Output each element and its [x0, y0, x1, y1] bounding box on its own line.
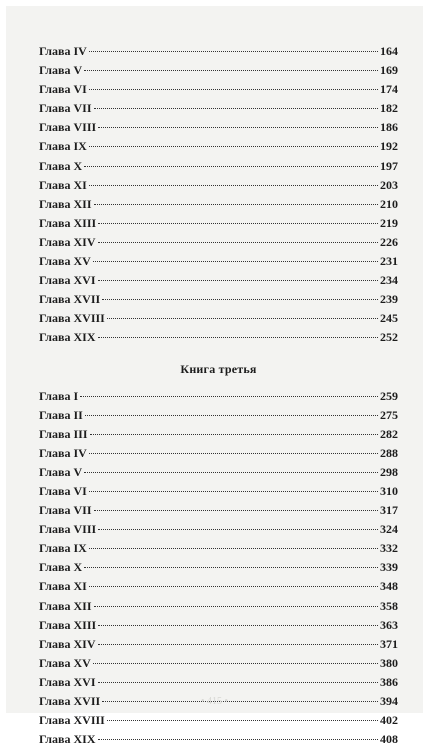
dot-leader: [80, 396, 378, 397]
toc-entry: [39, 61, 398, 80]
chapter-title: Глава XIV: [39, 635, 96, 654]
dot-leader: [89, 89, 378, 90]
chapter-title: Глава XII: [39, 195, 92, 214]
dot-leader: [98, 644, 379, 645]
toc-entry: [39, 616, 398, 635]
toc-entry: [39, 425, 398, 444]
toc-entry: [39, 233, 398, 252]
page-number: 380: [380, 654, 398, 673]
chapter-title: Глава IV: [39, 444, 87, 463]
toc-entry: [39, 406, 398, 425]
page-number: 174: [380, 80, 398, 99]
toc-entry: [39, 501, 398, 520]
toc-entry: [39, 635, 398, 654]
page-number: 317: [380, 501, 398, 520]
chapter-title: Глава XI: [39, 577, 87, 596]
chapter-title: Глава X: [39, 157, 82, 176]
page-number: 339: [380, 558, 398, 577]
toc-entry: [39, 118, 398, 137]
dot-leader: [94, 606, 379, 607]
dot-leader: [98, 127, 378, 128]
dot-leader: [85, 415, 378, 416]
dot-leader: [98, 337, 379, 338]
page-number: 348: [380, 577, 398, 596]
page-number: 402: [380, 711, 398, 730]
dot-leader: [102, 299, 378, 300]
toc-list-book-three: [39, 387, 398, 749]
chapter-title: Глава XVI: [39, 271, 96, 290]
toc-entry: [39, 328, 398, 347]
chapter-title: Глава XV: [39, 252, 91, 271]
toc-entry: [39, 290, 398, 309]
toc-entry: [39, 80, 398, 99]
chapter-title: Глава XVII: [39, 290, 100, 309]
page-folio: • 415 •: [6, 696, 423, 707]
toc-entry: [39, 539, 398, 558]
chapter-title: Глава VI: [39, 482, 87, 501]
dot-leader: [98, 280, 379, 281]
chapter-title: Глава XIX: [39, 328, 96, 347]
page-number: 259: [380, 387, 398, 406]
toc-entry: [39, 309, 398, 328]
page-number: 234: [380, 271, 398, 290]
dot-leader: [89, 453, 378, 454]
chapter-title: Глава XI: [39, 176, 87, 195]
dot-leader: [84, 70, 378, 71]
dot-leader: [94, 204, 379, 205]
page-number: 288: [380, 444, 398, 463]
chapter-title: Глава VI: [39, 80, 87, 99]
dot-leader: [98, 682, 379, 683]
page-number: 231: [380, 252, 398, 271]
section-heading: Книга третья: [39, 362, 398, 377]
chapter-title: Глава XII: [39, 597, 92, 616]
chapter-title: Глава IX: [39, 137, 87, 156]
page-number: 164: [380, 42, 398, 61]
chapter-title: Глава VII: [39, 99, 92, 118]
page-number: 282: [380, 425, 398, 444]
toc-entry: [39, 271, 398, 290]
chapter-title: Глава VIII: [39, 118, 96, 137]
toc-entry: [39, 463, 398, 482]
toc-entry: [39, 558, 398, 577]
dot-leader: [107, 720, 378, 721]
toc-entry: [39, 99, 398, 118]
dot-leader: [94, 510, 379, 511]
dot-leader: [94, 108, 379, 109]
toc-entry: [39, 711, 398, 730]
chapter-title: Глава IX: [39, 539, 87, 558]
page-number: 324: [380, 520, 398, 539]
chapter-title: Глава V: [39, 61, 82, 80]
chapter-title: Глава XIV: [39, 233, 96, 252]
chapter-title: Глава VIII: [39, 520, 96, 539]
dot-leader: [89, 548, 378, 549]
chapter-title: Глава VII: [39, 501, 92, 520]
chapter-title: Глава XIII: [39, 214, 96, 233]
page-number: 252: [380, 328, 398, 347]
dot-leader: [89, 146, 378, 147]
dot-leader: [89, 185, 378, 186]
dot-leader: [84, 567, 378, 568]
page-number: 358: [380, 597, 398, 616]
toc-entry: [39, 214, 398, 233]
toc-entry: [39, 252, 398, 271]
dot-leader: [107, 318, 378, 319]
page-number: 408: [380, 730, 398, 749]
chapter-title: Глава XVII: [39, 692, 100, 711]
chapter-title: Глава XV: [39, 654, 91, 673]
toc-entry: [39, 387, 398, 406]
page-number: 239: [380, 290, 398, 309]
page-number: 197: [380, 157, 398, 176]
page-number: 186: [380, 118, 398, 137]
page-number: 386: [380, 673, 398, 692]
dot-leader: [98, 625, 378, 626]
page-number: 394: [380, 692, 398, 711]
page-number: 219: [380, 214, 398, 233]
page-number: 332: [380, 539, 398, 558]
dot-leader: [98, 529, 378, 530]
dot-leader: [98, 223, 378, 224]
book-page: [6, 6, 423, 713]
page-number: 226: [380, 233, 398, 252]
toc-entry: [39, 654, 398, 673]
toc-entry: [39, 157, 398, 176]
page-number: 169: [380, 61, 398, 80]
page-number: 192: [380, 137, 398, 156]
dot-leader: [84, 166, 378, 167]
page-number: 275: [380, 406, 398, 425]
toc-entry: [39, 42, 398, 61]
toc-entry: [39, 673, 398, 692]
toc-list-book-two: [39, 42, 398, 348]
toc-entry: [39, 195, 398, 214]
toc-entry: [39, 730, 398, 749]
chapter-title: Глава XVIII: [39, 309, 105, 328]
dot-leader: [84, 472, 378, 473]
dot-leader: [89, 491, 378, 492]
toc-entry: [39, 520, 398, 539]
toc-entry: [39, 577, 398, 596]
dot-leader: [90, 434, 378, 435]
dot-leader: [89, 51, 378, 52]
chapter-title: Глава IV: [39, 42, 87, 61]
page-number: 310: [380, 482, 398, 501]
toc-entry: [39, 482, 398, 501]
chapter-title: Глава X: [39, 558, 82, 577]
page-number: 298: [380, 463, 398, 482]
chapter-title: Глава XVIII: [39, 711, 105, 730]
page-number: 363: [380, 616, 398, 635]
dot-leader: [89, 586, 378, 587]
page-number: 182: [380, 99, 398, 118]
chapter-title: Глава III: [39, 425, 88, 444]
dot-leader: [98, 242, 379, 243]
toc-entry: [39, 137, 398, 156]
dot-leader: [93, 261, 378, 262]
page-number: 371: [380, 635, 398, 654]
page-number: 210: [380, 195, 398, 214]
dot-leader: [98, 739, 379, 740]
chapter-title: Глава XVI: [39, 673, 96, 692]
page-number: 203: [380, 176, 398, 195]
chapter-title: Глава XIII: [39, 616, 96, 635]
dot-leader: [93, 663, 378, 664]
chapter-title: Глава V: [39, 463, 82, 482]
toc-entry: [39, 176, 398, 195]
chapter-title: Глава II: [39, 406, 83, 425]
page-number: 245: [380, 309, 398, 328]
chapter-title: Глава I: [39, 387, 78, 406]
toc-entry: [39, 444, 398, 463]
chapter-title: Глава XIX: [39, 730, 96, 749]
toc-entry: [39, 597, 398, 616]
